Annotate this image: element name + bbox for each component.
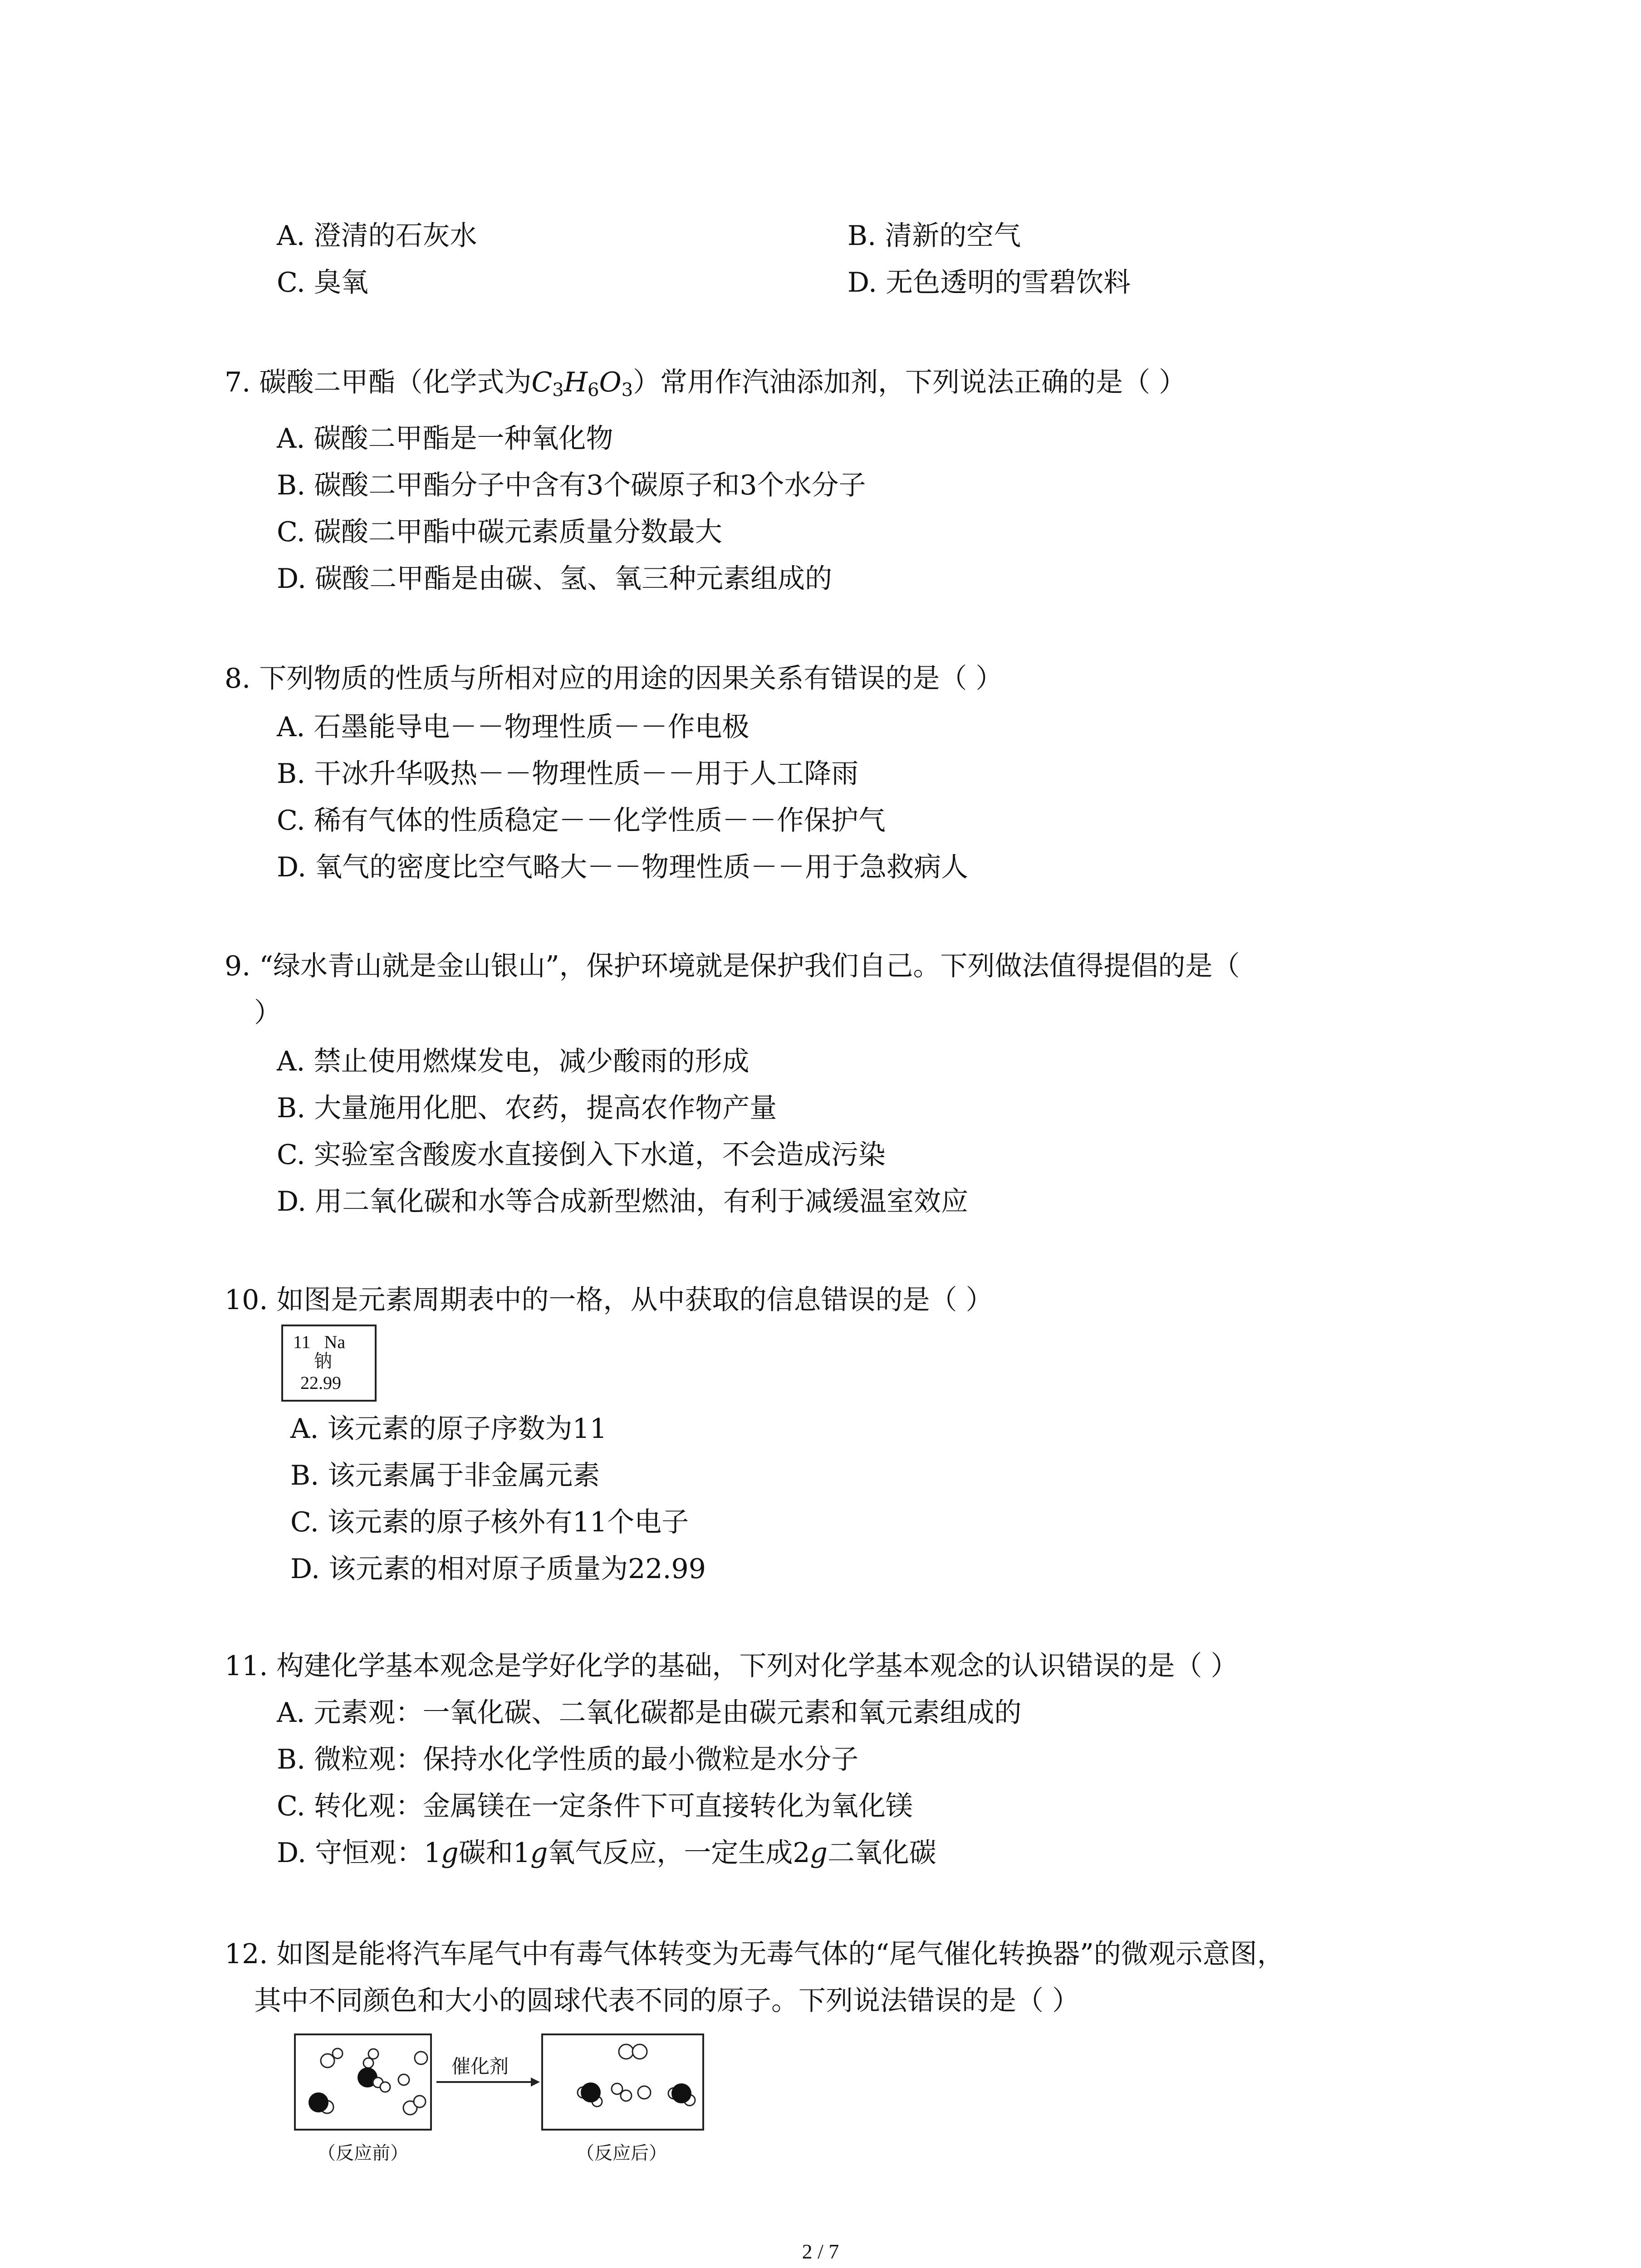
- catalyst-label: 催化剂: [451, 2055, 509, 2077]
- q6-option-d: D. 无色透明的雪碧饮料: [847, 267, 1131, 298]
- q11-option-a: A. 元素观：一氧化碳、二氧化碳都是由碳元素和氧元素组成的: [277, 1697, 1022, 1729]
- q8-option-a: A. 石墨能导电－－物理性质－－作电极: [277, 711, 749, 743]
- q8-option-c: C. 稀有气体的性质稳定－－化学性质－－作保护气: [277, 805, 886, 836]
- q11-option-c: C. 转化观：金属镁在一定条件下可直接转化为氧化镁: [277, 1790, 913, 1822]
- page-number: 2 / 7: [802, 2240, 839, 2263]
- q6-option-a: A. 澄清的石灰水: [277, 220, 477, 252]
- q6-option-c: C. 臭氧: [277, 267, 368, 298]
- q11-option-d: D. 守恒观：1g碳和1g氧气反应，一定生成2g二氧化碳: [277, 1837, 936, 1869]
- reaction-diagram: [290, 2003, 721, 2204]
- q6-option-b: B. 清新的空气: [847, 220, 1021, 252]
- q10-option-a: A. 该元素的原子序数为11: [290, 1413, 607, 1445]
- before-label: （反应前）: [318, 2143, 408, 2164]
- q8-option-d: D. 氧气的密度比空气略大－－物理性质－－用于急救病人: [277, 851, 969, 883]
- q7-option-d: D. 碳酸二甲酯是由碳、氢、氧三种元素组成的: [277, 563, 833, 595]
- q9-option-d: D. 用二氧化碳和水等合成新型燃油，有利于减缓温室效应: [277, 1186, 969, 1217]
- q9-option-c: C. 实验室含酸废水直接倒入下水道，不会造成污染: [277, 1139, 886, 1171]
- q11-stem: 11. 构建化学基本观念是学好化学的基础，下列对化学基本观念的认识错误的是（ ）: [225, 1650, 1238, 1682]
- q9-stem-line2: ）: [254, 997, 281, 1029]
- q9-stem-line1: 9. “绿水青山就是金山银山”，保护环境就是保护我们自己。下列做法值得提倡的是（: [225, 950, 1240, 982]
- after-label: （反应后）: [576, 2143, 667, 2164]
- q10-option-b: B. 该元素属于非金属元素: [290, 1460, 600, 1491]
- q9-option-b: B. 大量施用化肥、农药，提高农作物产量: [277, 1092, 777, 1124]
- periodic-table-cell: [281, 1325, 377, 1402]
- q10-option-d: D. 该元素的相对原子质量为22.99: [290, 1553, 706, 1585]
- element-name: 钠: [314, 1351, 332, 1372]
- q12-stem-line1: 12. 如图是能将汽车尾气中有毒气体转变为无毒气体的“尾气催化转换器”的微观示意图，: [225, 1938, 1284, 1970]
- q11-option-b: B. 微粒观：保持水化学性质的最小微粒是水分子: [277, 1744, 859, 1775]
- q7-stem: 7. 碳酸二甲酯（化学式为$C_3H_6O_3$）常用作汽油添加剂，下列说法正确的是（ ）: [225, 367, 1186, 401]
- q8-option-b: B. 干冰升华吸热－－物理性质－－用于人工降雨: [277, 758, 859, 790]
- reaction-diagram-svg: [290, 2003, 721, 2202]
- before-black-atoms: [309, 2068, 377, 2112]
- atomic-mass: 22.99: [300, 1373, 341, 1393]
- q9-option-a: A. 禁止使用燃煤发电，减少酸雨的形成: [277, 1046, 749, 1077]
- q7-option-c: C. 碳酸二甲酯中碳元素质量分数最大: [277, 516, 722, 548]
- q7-option-a: A. 碳酸二甲酯是一种氧化物: [277, 423, 613, 455]
- q8-stem: 8. 下列物质的性质与所相对应的用途的因果关系有错误的是（ ）: [225, 663, 1003, 694]
- q10-stem: 10. 如图是元素周期表中的一格，从中获取的信息错误的是（ ）: [225, 1284, 993, 1316]
- q7-option-b: B. 碳酸二甲酯分子中含有3个碳原子和3个水分子: [277, 469, 866, 501]
- q12-stem-line2: 其中不同颜色和大小的圆球代表不同的原子。下列说法错误的是（ ）: [254, 1985, 1080, 2017]
- atomic-number-symbol: 11 Na: [293, 1332, 346, 1352]
- q10-option-c: C. 该元素的原子核外有11个电子: [290, 1506, 689, 1538]
